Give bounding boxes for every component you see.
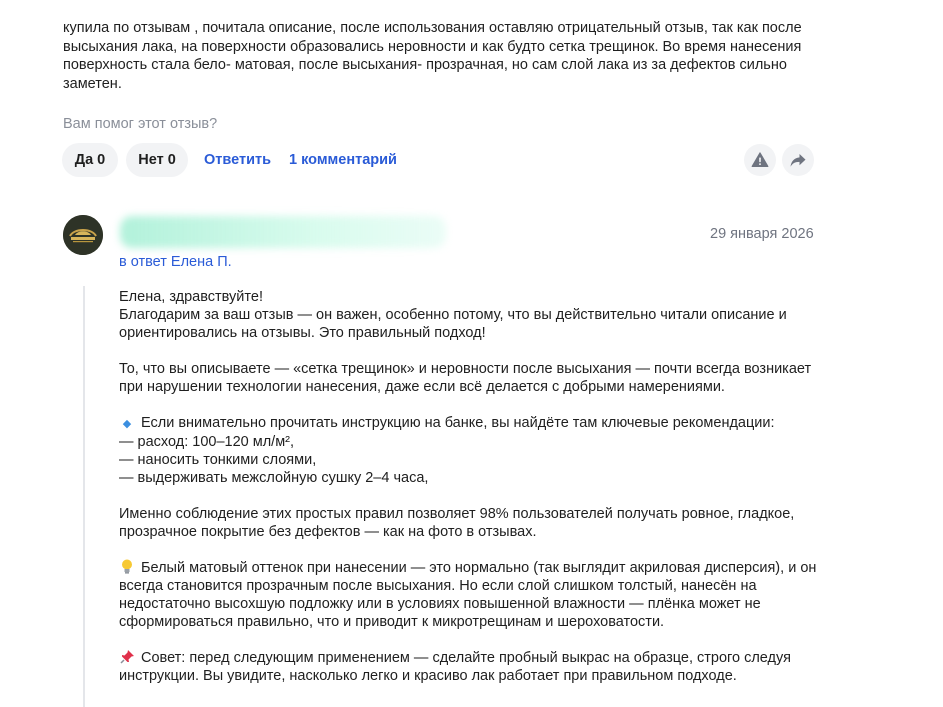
author-name-redacted bbox=[120, 216, 446, 248]
reply-to-link[interactable]: в ответ Елена П. bbox=[119, 254, 232, 270]
helpful-question: Вам помог этот отзыв? bbox=[63, 116, 218, 132]
vote-no-button[interactable]: Нет 0 bbox=[126, 143, 188, 177]
reply-paragraph-5 bbox=[119, 559, 819, 631]
avatar[interactable] bbox=[63, 215, 103, 255]
reply-tip-text: Белый матовый оттенок при нанесении — это нормально (так выглядит акриловая дисперсия), и он всегда становится прозрачным после высыхания. Но если слой слишком толстый, нанесён на недостаточно высохшую подложку или в условиях повышенной влажности — плёнка может не сформироваться правильно, что и приводит к микротрещинам и шероховатости. bbox=[119, 560, 817, 630]
reply-greeting: Елена, здравствуйте! bbox=[119, 289, 263, 305]
reply-paragraph-3 bbox=[119, 414, 819, 487]
blue-diamond-icon: ◆ bbox=[122, 418, 132, 430]
share-button[interactable] bbox=[782, 144, 814, 176]
reply-thanks: Благодарим за ваш отзыв — он важен, особенно потому, что вы действительно читали описание и ориентировались на отзывы. Это правильный подход! bbox=[119, 307, 787, 341]
reply-link[interactable]: Ответить bbox=[204, 152, 272, 168]
reply-list-item: — наносить тонкими слоями, bbox=[119, 452, 317, 468]
reply-paragraph-1 bbox=[119, 288, 819, 342]
warning-icon bbox=[751, 151, 769, 169]
thread-line bbox=[83, 286, 85, 707]
pushpin-icon bbox=[119, 649, 135, 667]
reply-list-item: — расход: 100–120 мл/м², bbox=[119, 434, 295, 450]
share-arrow-icon bbox=[789, 151, 807, 169]
reply-paragraph-4: Именно соблюдение этих простых правил позволяет 98% пользователей получать ровное, гладкое, прозрачное покрытие без дефектов — как на фото в отзывах. bbox=[119, 506, 795, 540]
brand-logo-icon bbox=[63, 215, 103, 255]
reply-paragraph-6 bbox=[119, 649, 819, 685]
reply-list-item: — выдерживать межслойную сушку 2–4 часа, bbox=[119, 470, 429, 486]
light-bulb-icon bbox=[119, 559, 135, 577]
comments-link[interactable]: 1 комментарий bbox=[289, 152, 397, 168]
comment-date: 29 января 2026 bbox=[710, 226, 814, 242]
report-button[interactable] bbox=[744, 144, 776, 176]
reply-advice-text: Совет: перед следующим применением — сделайте пробный выкрас на образце, строго следуя инструкции. Вы увидите, насколько легко и красиво лак работает при правильном подходе. bbox=[119, 650, 791, 684]
reply-body bbox=[119, 288, 819, 703]
review-text: купила по отзывам , почитала описание, после использования оставляю отрицательный отзыв, так как после высыхания лака, на поверхности образовались неровности и как будто сетка трещинок. Во время нанесения поверхность стала бело- матовая, после высыхания- прозрачная, но сам слой лака из за дефектов сильно заметен. bbox=[63, 20, 802, 92]
reply-instructions-intro: Если внимательно прочитать инструкцию на банке, вы найдёте там ключевые рекомендации: bbox=[141, 415, 775, 431]
reply-paragraph-2: То, что вы описываете — «сетка трещинок» и неровности после высыхания — почти всегда возникает при нарушении технологии нанесения, даже если всё делается с добрыми намерениями. bbox=[119, 361, 812, 395]
vote-yes-button[interactable]: Да 0 bbox=[62, 143, 118, 177]
